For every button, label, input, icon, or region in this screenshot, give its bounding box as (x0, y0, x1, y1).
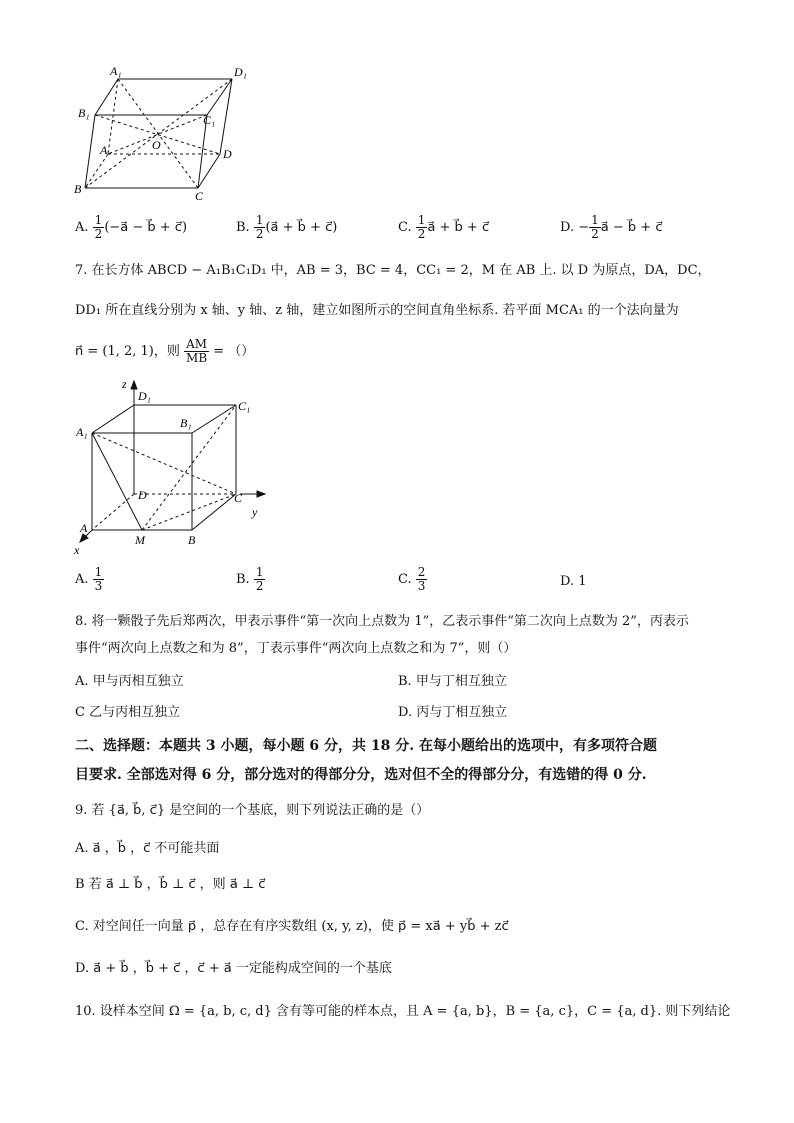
q7-option-b[interactable]: B. $\frac{1}{2}$ (236, 565, 264, 593)
label-D: D (223, 147, 232, 161)
q8-option-d[interactable]: D. 丙与丁相互独立 (398, 705, 508, 720)
q6-option-a[interactable]: A. $\frac{1}{2}$ (−a⃗ − b⃗ + c⃗) (75, 213, 188, 241)
section2-heading-line-2: 目要求. 全部选对得 6 分，部分选对的得部分分，选对但不全的得部分分，有选错的得 0 分. (75, 767, 647, 783)
label-A: A (100, 143, 108, 157)
label-A: A (80, 521, 88, 535)
q7-line-1: 7. 在长方体 ABCD − A₁B₁C₁D₁ 中，AB = 3，BC = 4，CC₁ = 2，M 在 AB 上. 以 D 为原点，DA，DC， (75, 263, 711, 278)
q8-option-c[interactable]: C 乙与丙相互独立 (75, 705, 181, 720)
axis-label-x: x (74, 543, 80, 556)
q8-line-1: 8. 将一颗骰子先后郑两次，甲表示事件“第一次向上点数为 1”，乙表示事件“第二次向上点数为 2”，丙表示 (75, 614, 689, 629)
label-B1: B₁ (78, 106, 90, 120)
fraction: $\frac{1}{2}$ (591, 213, 599, 241)
label-C: C (195, 189, 204, 202)
q6-option-b[interactable]: B. $\frac{1}{2}$ (a⃗ + b⃗ + c⃗) (236, 213, 338, 241)
axis-label-y: y (252, 505, 258, 519)
label-M: M (135, 533, 145, 547)
figure-parallelepiped (70, 62, 260, 202)
label-C1: C₁ (238, 399, 251, 413)
fraction: $\frac{1}{2}$ (255, 213, 264, 241)
label-B: B (188, 533, 196, 547)
q7-option-c[interactable]: C. $\frac{2}{3}$ (398, 565, 426, 593)
q9-option-c[interactable]: C. 对空间任一向量 p⃗ ，总存在有序实数组 (x, y, z)，使 p⃗ = xa⃗ + yb⃗ + zc⃗ (75, 919, 509, 934)
label-D1: D₁ (138, 389, 151, 403)
q7-line-3: n⃗ = (1, 2, 1)，则 $\frac{AM}{MB}$ = （） (75, 337, 255, 365)
fraction: $\frac{1}{2}$ (417, 213, 426, 241)
section2-heading-line-1: 二、选择题：本题共 3 小题，每小题 6 分，共 18 分. 在每小题给出的选项中，有多项符合题 (75, 738, 657, 754)
fraction: $\frac{1}{3}$ (94, 565, 103, 593)
label-A1: A₁ (76, 425, 88, 439)
q8-line-2: 事件“两次向上点数之和为 8”，丁表示事件“两次向上点数之和为 7”，则（） (75, 641, 517, 656)
q10-stem: 10. 设样本空间 Ω = {a, b, c, d} 含有等可能的样本点，且 A = {a, b}，B = {a, c}，C = {a, d}. 则下列结论 (75, 1004, 731, 1019)
q8-option-b[interactable]: B. 甲与丁相互独立 (398, 674, 507, 689)
fraction: $\frac{1}{2}$ (255, 565, 264, 593)
axis-label-z: z (122, 377, 127, 391)
label-C: C (234, 491, 243, 505)
label-B1: B₁ (180, 416, 192, 430)
q8-option-a[interactable]: A. 甲与丙相互独立 (75, 674, 184, 689)
label-O: O (152, 138, 161, 152)
q6-option-c[interactable]: C. $\frac{1}{2}$ a⃗ + b⃗ + c⃗ (398, 213, 490, 241)
q7-line-2: DD₁ 所在直线分别为 x 轴、y 轴、z 轴，建立如图所示的空间直角坐标系. 若平面 MCA₁ 的一个法向量为 (75, 303, 679, 318)
fraction-am-mb: $\frac{AM}{MB}$ (186, 337, 208, 365)
label-C1: C₁ (203, 113, 216, 127)
q9-stem: 9. 若 {a⃗, b⃗, c⃗} 是空间的一个基底，则下列说法正确的是（） (75, 803, 430, 818)
q7-option-d[interactable]: D. 1 (560, 574, 587, 589)
q9-option-a[interactable]: A. a⃗ ，b⃗ ，c⃗ 不可能共面 (75, 841, 220, 856)
q6-option-d[interactable]: D. − $\frac{1}{2}$ a⃗ − b⃗ + c⃗ (560, 213, 663, 241)
label-D1: D₁ (234, 65, 247, 79)
figure-coordinate-cuboid (72, 376, 272, 556)
fraction: $\frac{2}{3}$ (417, 565, 426, 593)
label-D: D (138, 488, 147, 502)
fraction: $\frac{1}{2}$ (94, 213, 103, 241)
q9-option-d[interactable]: D. a⃗ + b⃗ ，b⃗ + c⃗ ，c⃗ + a⃗ 一定能构成空间的一个基底 (75, 961, 392, 976)
label-A1: A₁ (110, 64, 122, 78)
label-B: B (74, 182, 82, 196)
q9-option-b[interactable]: B 若 a⃗ ⊥ b⃗ ，b⃗ ⊥ c⃗ ，则 a⃗ ⊥ c⃗ (75, 877, 266, 892)
q7-option-a[interactable]: A. $\frac{1}{3}$ (75, 565, 103, 593)
